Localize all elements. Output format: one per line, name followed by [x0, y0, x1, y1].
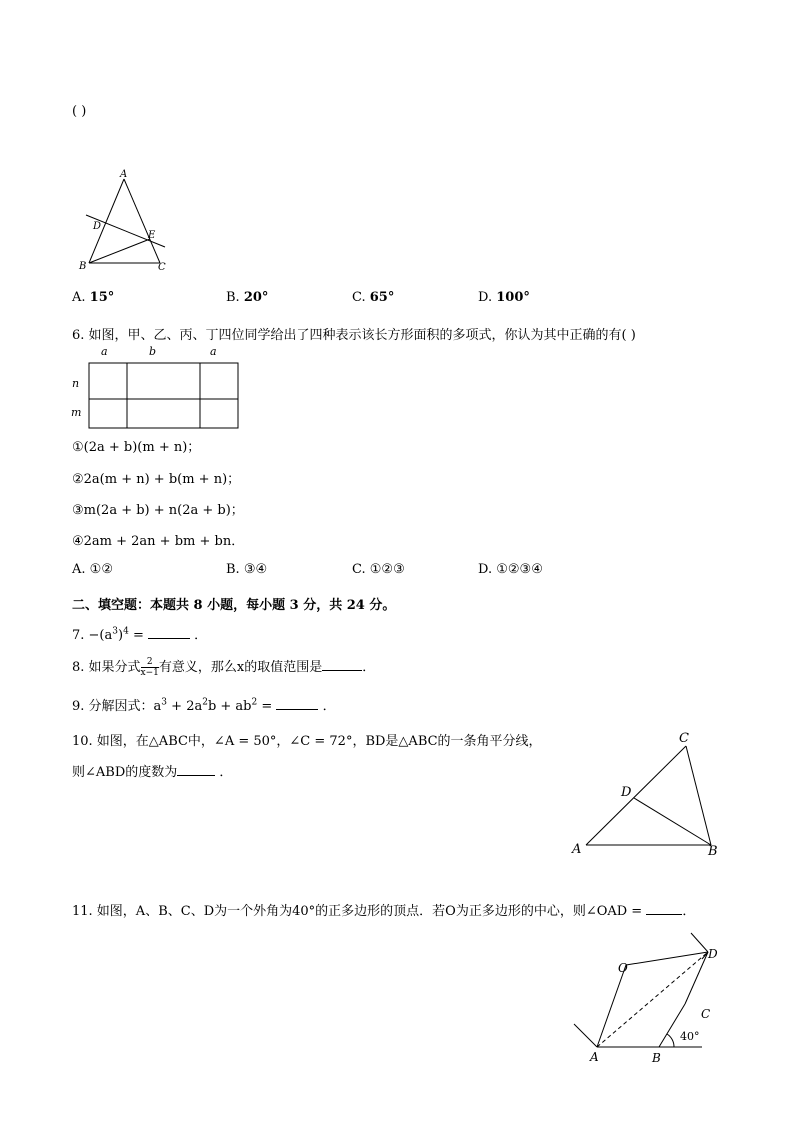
- q7-end: ．: [194, 628, 208, 643]
- q9: [72, 695, 336, 714]
- option-letter: D.: [478, 290, 493, 305]
- q6-item-4: ④2am + 2an + bm + bn．: [72, 534, 245, 549]
- q11-label-o: O: [618, 961, 628, 975]
- q11-ext-a: [574, 1024, 597, 1047]
- option-text: ③④: [243, 562, 268, 577]
- q11-angle-arc: [667, 1034, 674, 1047]
- q9-exp1: 3: [161, 697, 168, 708]
- q7: [72, 624, 207, 643]
- q9-prefix: 9. 分解因式：a: [72, 699, 162, 714]
- q11-ext-d: [691, 933, 708, 952]
- q11-stem: [72, 900, 695, 919]
- q8-numerator: 2: [141, 657, 159, 668]
- q7-equals: =: [128, 628, 148, 643]
- q6-stem: 6. 如图，甲、乙、丙、丁四位同学给出了四种表示该长方形面积的多项式，你认为其中正确的有( ): [72, 328, 636, 343]
- q6-option-a[interactable]: [72, 562, 113, 577]
- q11-figure: [566, 928, 716, 1068]
- q9-exp2: 2: [202, 697, 208, 708]
- q7-mid: ): [118, 628, 124, 643]
- q8-answer-blank[interactable]: [322, 658, 362, 671]
- option-letter: C.: [352, 290, 366, 305]
- q11-label-b: B: [652, 1051, 661, 1065]
- q8: [72, 656, 375, 678]
- q5-label-d: D: [93, 221, 102, 232]
- q6-label-n: n: [72, 377, 80, 390]
- q10-label-c: C: [679, 731, 689, 746]
- q6-option-d[interactable]: [478, 562, 543, 577]
- option-text: 20°: [243, 290, 269, 305]
- q10-line-2: [72, 761, 232, 780]
- q10-line-ac: [586, 746, 686, 845]
- q6-label-b: b: [149, 345, 157, 358]
- q11-line-ao: [597, 965, 626, 1047]
- q5-option-c[interactable]: [352, 290, 394, 305]
- q9-equals: =: [257, 699, 277, 714]
- q10-label-a: A: [572, 842, 582, 857]
- q8-prefix: 8. 如果分式: [72, 660, 141, 675]
- q8-fraction: [141, 657, 159, 678]
- option-letter: C.: [352, 562, 366, 577]
- q9-mid2: b + ab: [207, 699, 252, 714]
- q8-denominator: x−1: [140, 668, 159, 678]
- q5-line-be: [89, 239, 150, 263]
- q10-line-cb: [686, 746, 711, 845]
- q9-exp3: 2: [251, 697, 258, 708]
- option-text: ①②: [89, 562, 113, 577]
- q10-answer-blank[interactable]: [177, 763, 215, 776]
- q5-label-c: C: [158, 262, 166, 273]
- q6-item-3: ③m(2a + b) + n(2a + b)；: [72, 503, 244, 518]
- q10-line-bd: [634, 798, 711, 845]
- q5-label-a: A: [120, 169, 128, 180]
- q6-item-2: ②2a(m + n) + b(m + n)；: [72, 472, 241, 487]
- q6-label-a2: a: [210, 345, 217, 358]
- q11-label-c: C: [701, 1007, 711, 1021]
- q5-label-e: E: [148, 230, 156, 241]
- q11-prefix: 11. 如图，A、B、C、D为一个外角为40°的正多边形的顶点．若O为正多边形的中心，则∠OAD =: [72, 904, 647, 919]
- q10-end: ．: [219, 765, 233, 780]
- q6-option-c[interactable]: [352, 562, 405, 577]
- q11-label-a: A: [590, 1050, 599, 1064]
- q9-end: ．: [322, 699, 336, 714]
- q11-line-dc: [685, 952, 708, 1004]
- option-letter: B.: [226, 562, 240, 577]
- option-letter: A.: [72, 290, 86, 305]
- option-text: ①②③④: [496, 562, 543, 577]
- option-letter: A.: [72, 562, 86, 577]
- option-text: 65°: [369, 290, 395, 305]
- q10-label-b: B: [708, 844, 718, 859]
- q6-item-1: ①(2a + b)(m + n)；: [72, 440, 201, 455]
- q5-figure: [74, 165, 174, 275]
- q10-prefix: 则∠ABD的度数为: [72, 765, 178, 780]
- q6-label-a1: a: [101, 345, 108, 358]
- q10-figure: [566, 728, 726, 863]
- option-letter: B.: [226, 290, 240, 305]
- q9-mid1: + 2a: [167, 699, 203, 714]
- q10-line-1: 10. 如图，在△ABC中，∠A = 50°，∠C = 72°，BD是△ABC的一条角平分线，: [72, 734, 542, 749]
- q6-rect: [89, 363, 238, 428]
- q9-answer-blank[interactable]: [276, 697, 318, 710]
- q7-exp2: 4: [123, 626, 129, 637]
- q5-option-d[interactable]: [478, 290, 530, 305]
- q10-label-d: D: [621, 785, 632, 800]
- q6-option-b[interactable]: [226, 562, 267, 577]
- option-text: 15°: [89, 290, 115, 305]
- option-letter: D.: [478, 562, 493, 577]
- option-text: 100°: [496, 290, 530, 305]
- q11-answer-blank[interactable]: [646, 902, 682, 915]
- q7-answer-blank[interactable]: [148, 626, 190, 639]
- q5-option-a[interactable]: [72, 290, 114, 305]
- section-2-title: 二、填空题：本题共 8 小题，每小题 3 分，共 24 分。: [72, 598, 396, 613]
- q11-label-d: D: [708, 947, 718, 961]
- q7-prefix: 7. −(a: [72, 628, 113, 643]
- q6-label-m: m: [71, 406, 82, 419]
- q8-suffix: 有意义，那么x的取值范围是: [158, 660, 323, 675]
- q11-label-angle: 40°: [680, 1030, 700, 1043]
- q8-end: ．: [362, 660, 376, 675]
- q7-exp1: 3: [112, 626, 118, 637]
- q5-line-ac: [124, 179, 160, 263]
- q11-end: ．: [682, 904, 696, 919]
- q5-option-b[interactable]: [226, 290, 268, 305]
- option-text: ①②③: [369, 562, 405, 577]
- q5-stem-tail: ( ): [72, 104, 87, 119]
- q6-figure: [70, 342, 250, 432]
- q5-label-b: B: [79, 261, 87, 272]
